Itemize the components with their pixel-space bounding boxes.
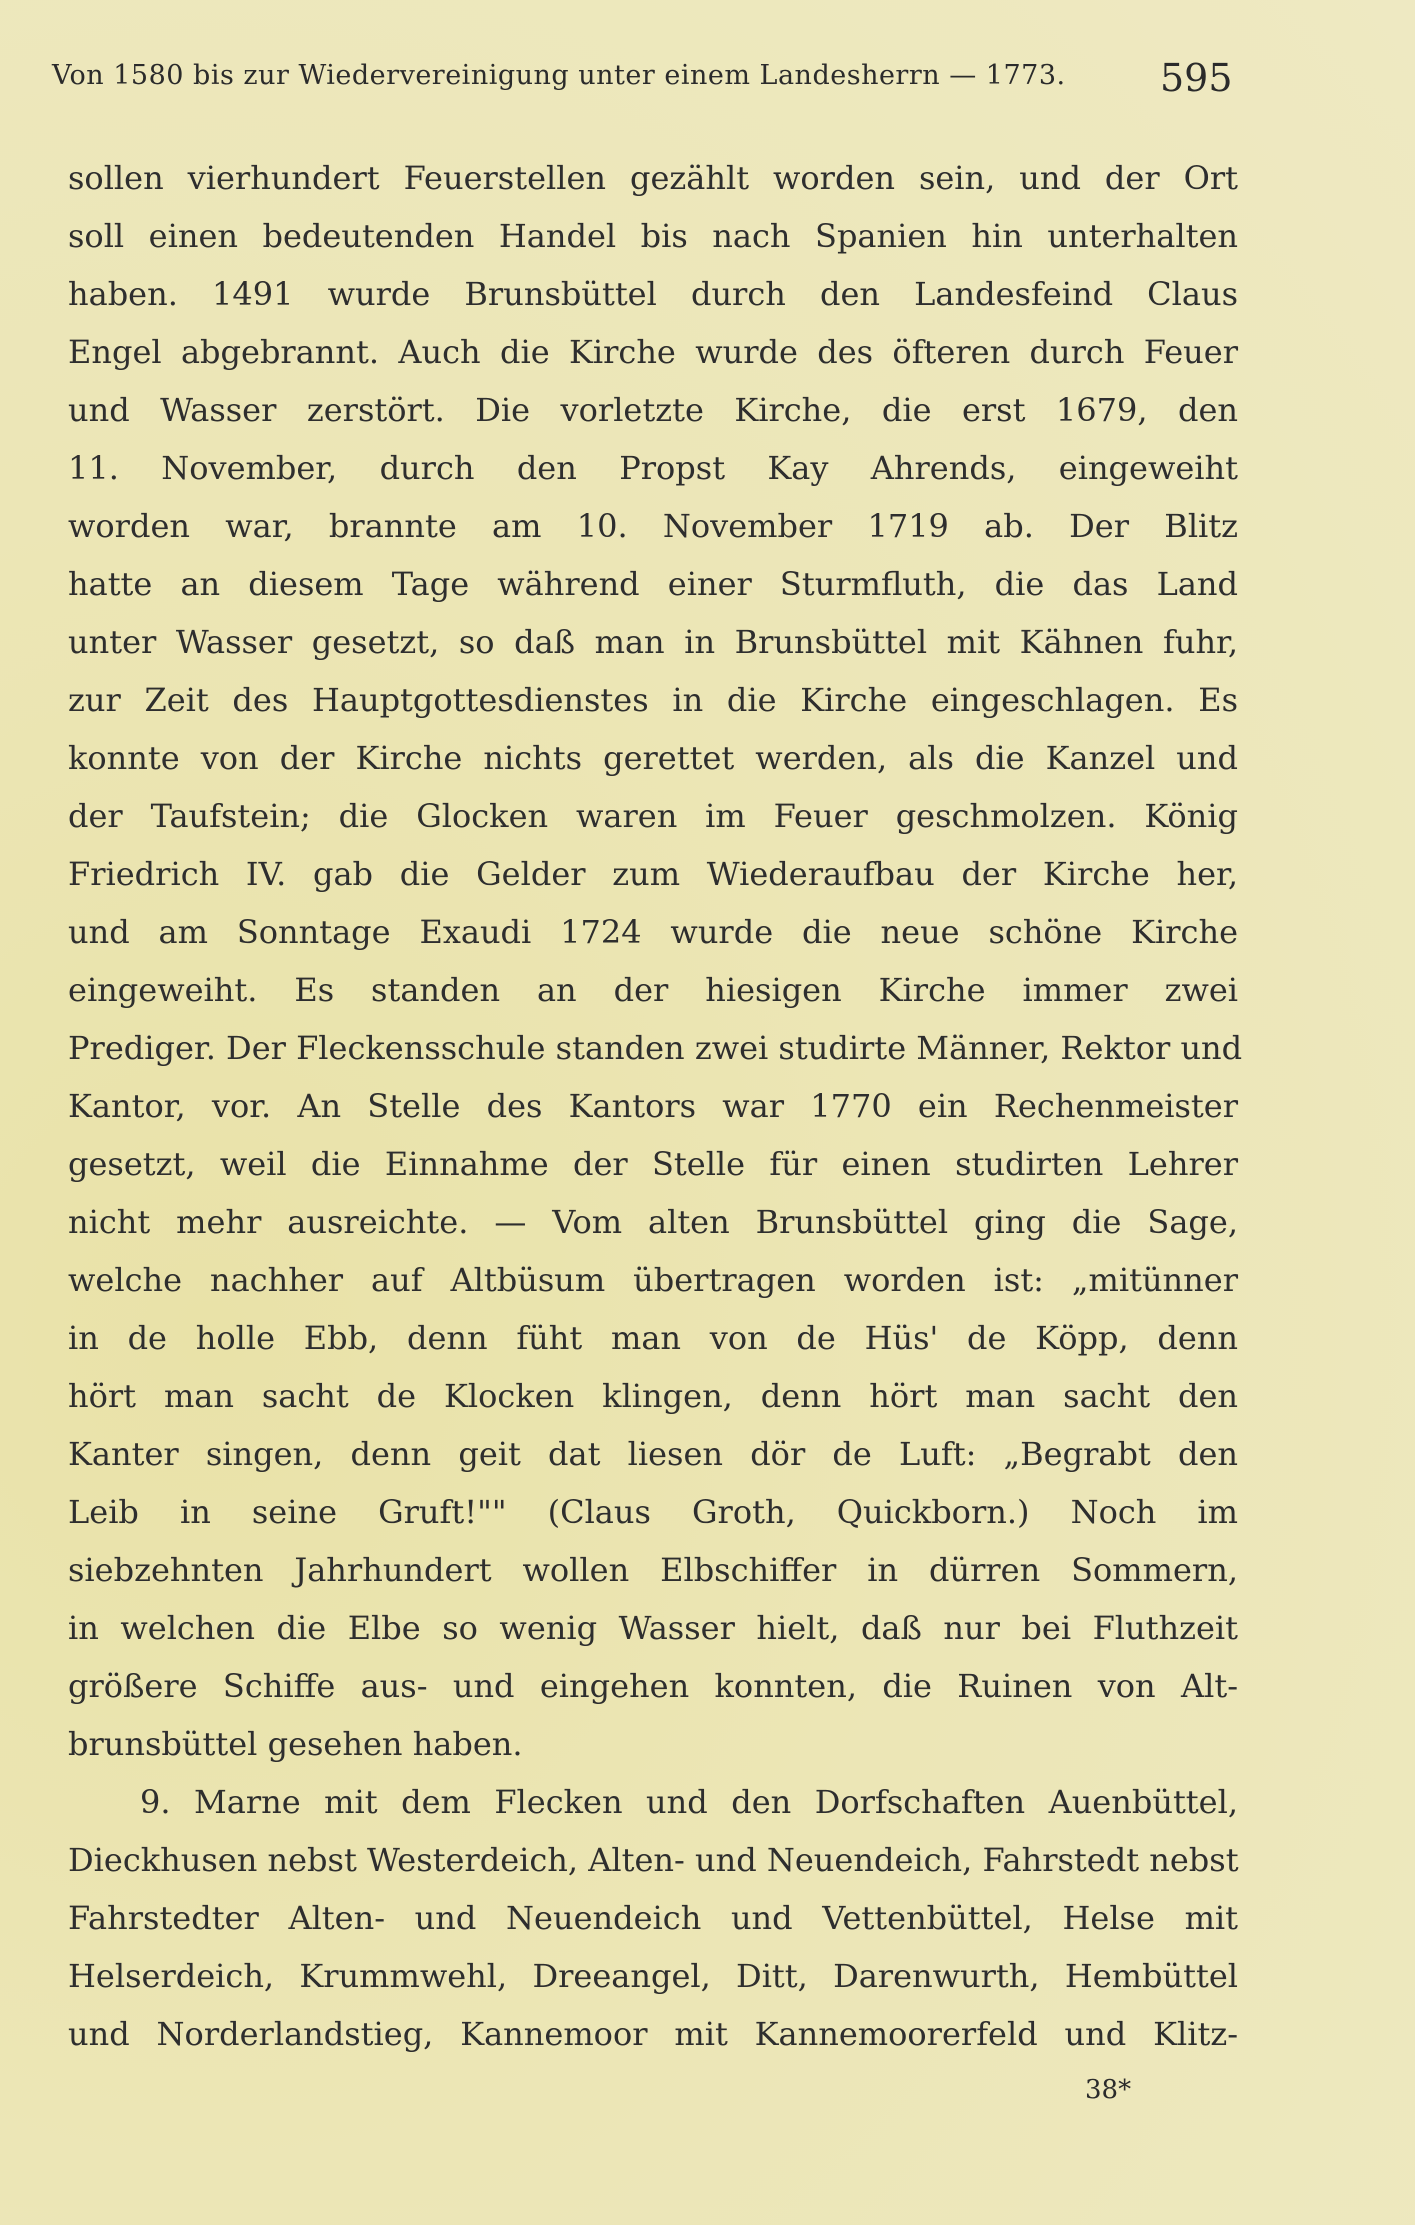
text-line: hört man sacht de Klocken klingen, denn hört man sacht den	[68, 1377, 1238, 1415]
text-line: sollen vierhundert Feuerstellen gezählt worden sein, und der Ort	[68, 159, 1238, 197]
text-line: eingeweiht. Es standen an der hiesigen Kirche immer zwei	[68, 971, 1238, 1009]
text-line: größere Schiffe aus- und eingehen konnten, die Ruinen von Alt-	[68, 1667, 1238, 1705]
text-line: Kantor, vor. An Stelle des Kantors war 1770 ein Rechenmeister	[68, 1087, 1238, 1125]
text-line: worden war, brannte am 10. November 1719 ab. Der Blitz	[68, 507, 1238, 545]
text-line: Helserdeich, Krummwehl, Dreeangel, Ditt, Darenwurth, Hembüttel	[68, 1957, 1238, 1995]
text-line: Friedrich IV. gab die Gelder zum Wiederaufbau der Kirche her,	[68, 855, 1238, 893]
text-line: und Norderlandstieg, Kannemoor mit Kannemoorerfeld und Klitz-	[68, 2015, 1238, 2053]
text-line: Leib in seine Gruft!"" (Claus Groth, Quickborn.) Noch im	[68, 1493, 1238, 1531]
text-line: in welchen die Elbe so wenig Wasser hielt, daß nur bei Fluthzeit	[68, 1609, 1238, 1647]
text-line: zur Zeit des Hauptgottesdienstes in die Kirche eingeschlagen. Es	[68, 681, 1238, 719]
page-number: 595	[1160, 56, 1233, 100]
text-line: 11. November, durch den Propst Kay Ahrends, eingeweiht	[68, 449, 1238, 487]
text-line: unter Wasser gesetzt, so daß man in Brunsbüttel mit Kähnen fuhr,	[68, 623, 1238, 661]
text-line: haben. 1491 wurde Brunsbüttel durch den Landesfeind Claus	[68, 275, 1238, 313]
running-head: Von 1580 bis zur Wiedervereinigung unter einem Landesherrn — 1773.	[52, 60, 1066, 91]
text-line: Dieckhusen nebst Westerdeich, Alten- und Neuendeich, Fahrstedt nebst	[68, 1841, 1239, 1879]
text-line: und am Sonntage Exaudi 1724 wurde die neue schöne Kirche	[68, 913, 1238, 951]
text-line: gesetzt, weil die Einnahme der Stelle für einen studirten Lehrer	[68, 1145, 1238, 1183]
text-line: Fahrstedter Alten- und Neuendeich und Vettenbüttel, Helse mit	[68, 1899, 1238, 1937]
text-line: Prediger. Der Fleckensschule standen zwei studirte Männer, Rektor und	[68, 1029, 1243, 1067]
text-line: Engel abgebrannt. Auch die Kirche wurde des öfteren durch Feuer	[68, 333, 1238, 371]
text-line: und Wasser zerstört. Die vorletzte Kirche, die erst 1679, den	[68, 391, 1238, 429]
text-line: Kanter singen, denn geit dat liesen dör de Luft: „Begrabt den	[68, 1435, 1238, 1473]
text-line: welche nachher auf Altbüsum übertragen worden ist: „mitünner	[68, 1261, 1238, 1299]
text-line: soll einen bedeutenden Handel bis nach Spanien hin unterhalten	[68, 217, 1238, 255]
text-line: hatte an diesem Tage während einer Sturmfluth, die das Land	[68, 565, 1238, 603]
signature-mark: 38*	[1085, 2075, 1132, 2105]
text-line: brunsbüttel gesehen haben.	[68, 1725, 523, 1763]
text-line: 9. Marne mit dem Flecken und den Dorfschaften Auenbüttel,	[140, 1783, 1238, 1821]
text-line: konnte von der Kirche nichts gerettet werden, als die Kanzel und	[68, 739, 1238, 777]
text-line: nicht mehr ausreichte. — Vom alten Brunsbüttel ging die Sage,	[68, 1203, 1238, 1241]
text-line: der Taufstein; die Glocken waren im Feuer geschmolzen. König	[68, 797, 1238, 835]
text-line: in de holle Ebb, denn füht man von de Hüs' de Köpp, denn	[68, 1319, 1238, 1357]
text-line: siebzehnten Jahrhundert wollen Elbschiffer in dürren Sommern,	[68, 1551, 1238, 1589]
